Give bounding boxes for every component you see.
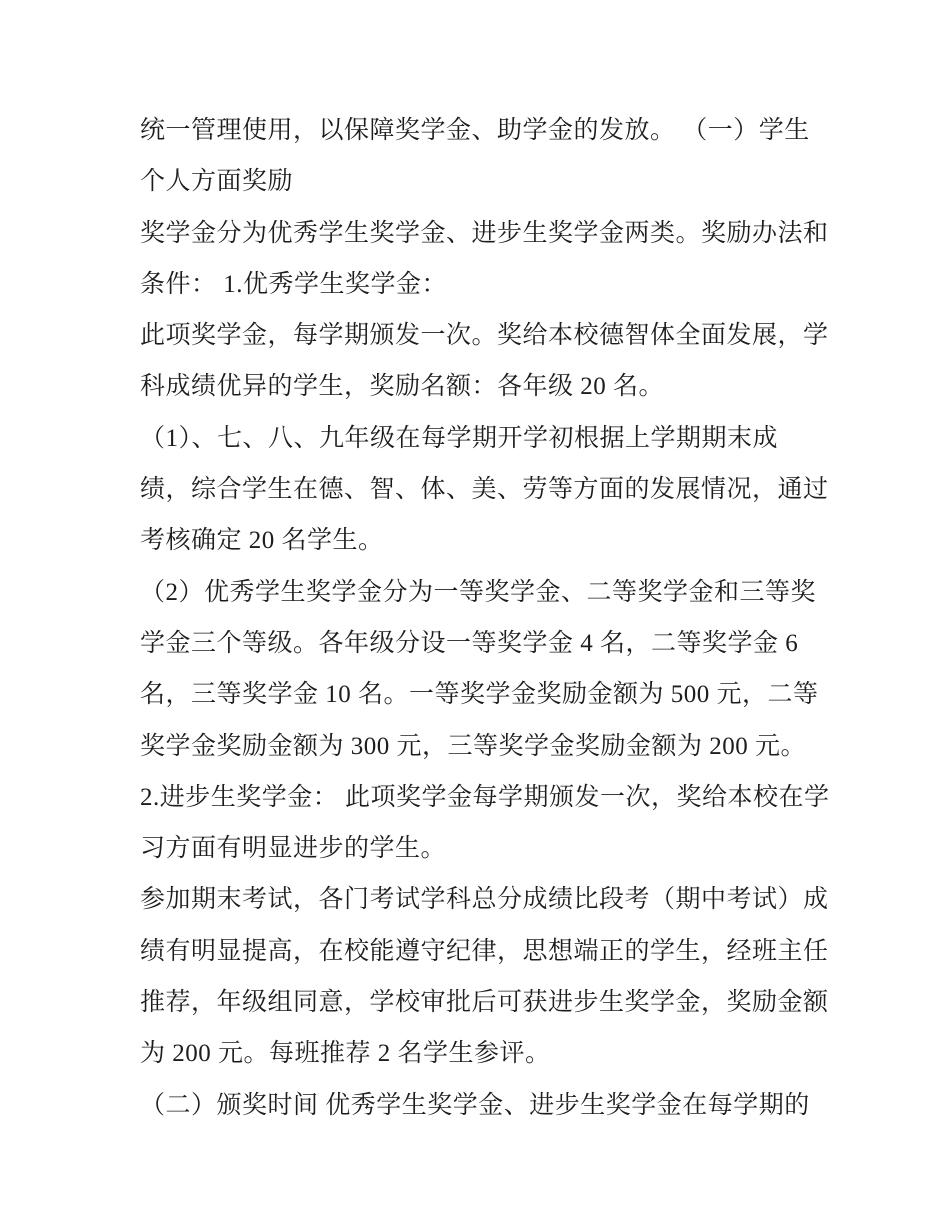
text-line: （1）、七、八、九年级在每学期开学初根据上学期期末成	[140, 424, 779, 452]
text-line: 推荐，年级组同意，学校审批后可获进步生奖学金，奖励金额	[140, 989, 829, 1017]
text-line: 绩，综合学生在德、智、体、美、劳等方面的发展情况，通过	[140, 476, 829, 504]
text-line: 奖学金分为优秀学生奖学金、进步生奖学金两类。奖励办法和	[140, 219, 829, 247]
text-line: 个人方面奖励	[140, 168, 294, 196]
text-line: 为 200 元。每班推荐 2 名学生参评。	[140, 1040, 551, 1068]
text-line: 参加期末考试，各门考试学科总分成绩比段考（期中考试）成	[140, 886, 829, 914]
text-line: 考核确定 20 名学生。	[140, 527, 384, 555]
text-line: 绩有明显提高，在校能遵守纪律，思想端正的学生，经班主任	[140, 937, 829, 965]
text-line: 名，三等奖学金 10 名。一等奖学金奖励金额为 500 元，二等	[140, 681, 819, 709]
text-line: 统一管理使用，以保障奖学金、助学金的发放。 （一）学生	[140, 117, 810, 144]
text-line: 学金三个等级。各年级分设一等奖学金 4 名，二等奖学金 6	[140, 629, 799, 657]
text-line: 习方面有明显进步的学生。	[140, 835, 447, 863]
text-line: 科成绩优异的学生，奖励名额：各年级 20 名。	[140, 373, 665, 401]
text-line: 此项奖学金，每学期颁发一次。奖给本校德智体全面发展，学	[140, 322, 829, 350]
text-line: 2.进步生奖学金： 此项奖学金每学期颁发一次，奖给本校在学	[140, 783, 830, 811]
text-line: 奖学金奖励金额为 300 元，三等奖学金奖励金额为 200 元。	[140, 732, 807, 760]
text-line: （二）颁奖时间 优秀学生奖学金、进步生奖学金在每学期的	[140, 1091, 810, 1119]
text-line: （2）优秀学生奖学金分为一等奖学金、二等奖学金和三等奖	[140, 578, 817, 606]
text-line: 条件： 1.优秀学生奖学金：	[140, 270, 448, 298]
